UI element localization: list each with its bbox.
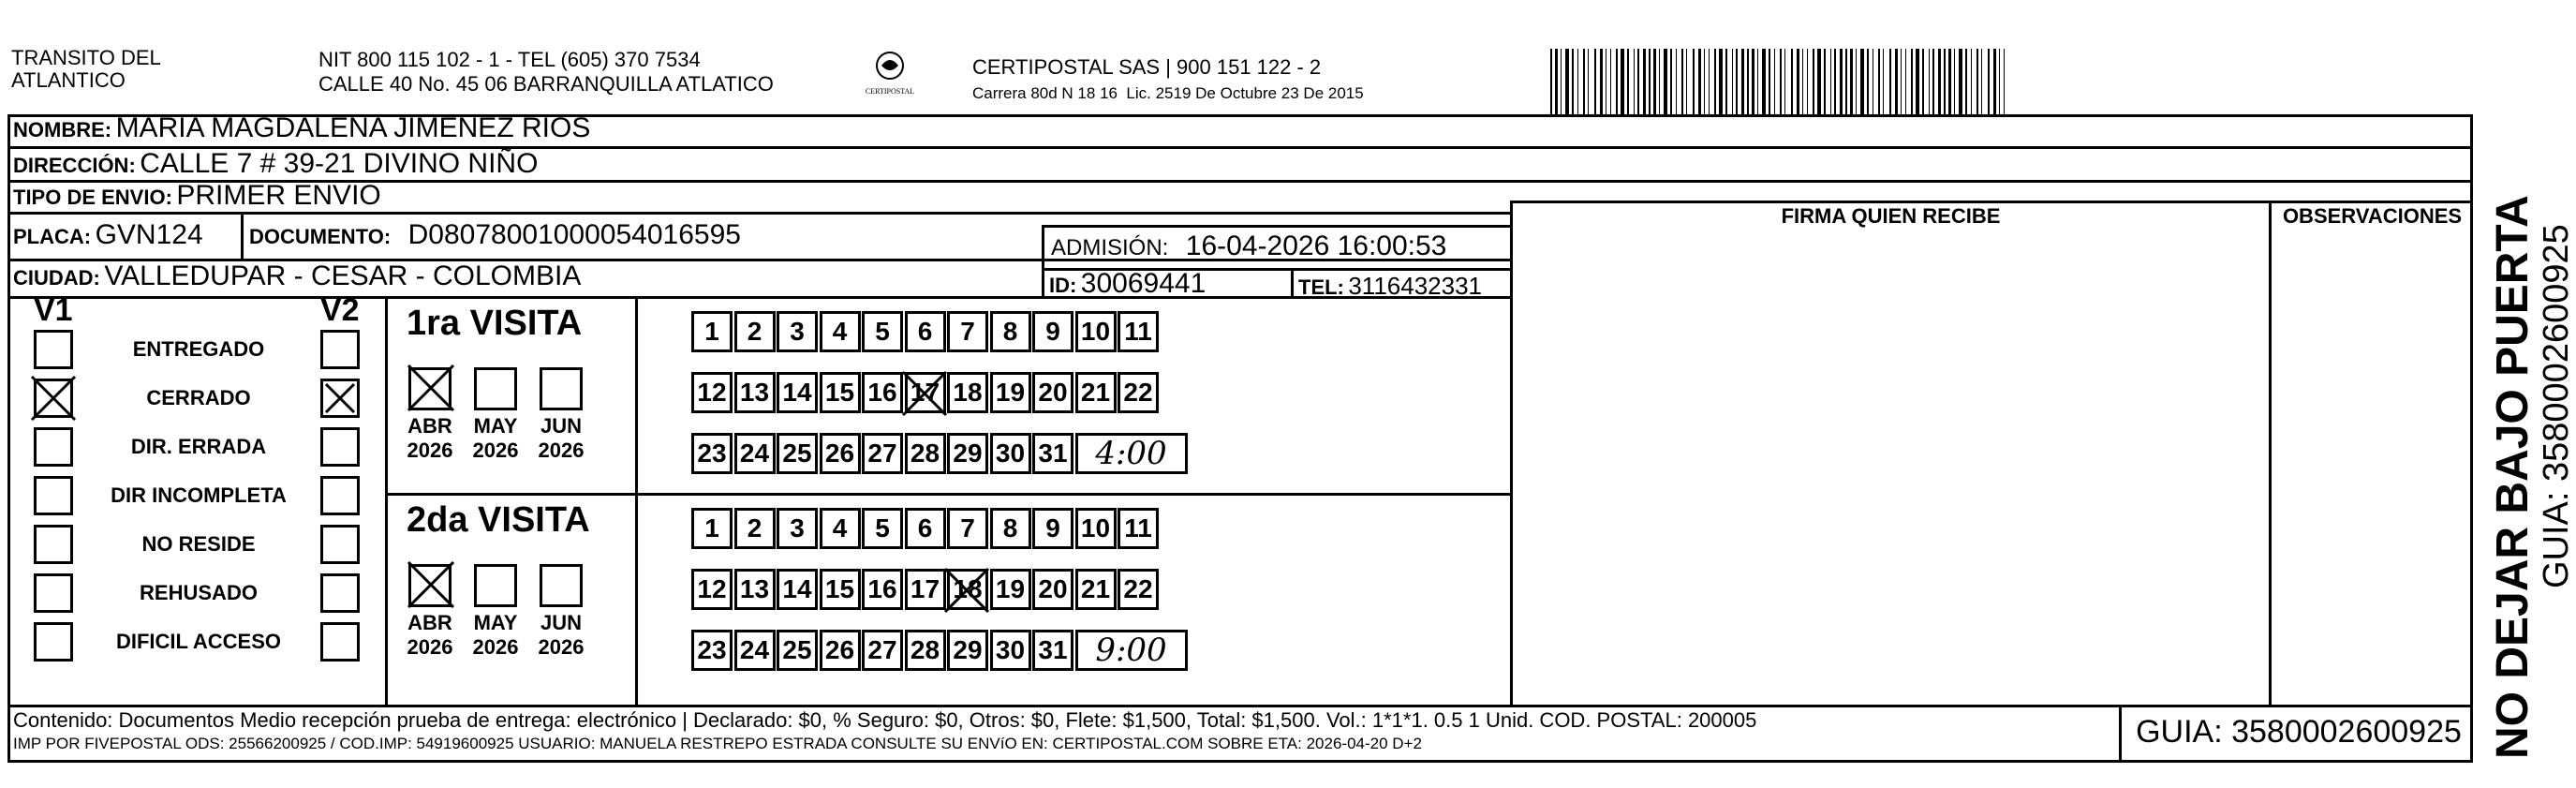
day-box[interactable]: 28 bbox=[905, 630, 946, 671]
v1-checkbox[interactable] bbox=[34, 525, 73, 564]
id-value: 30069441 bbox=[1080, 268, 1207, 299]
day-box[interactable]: 11 bbox=[1118, 508, 1159, 549]
visit-title: 1ra VISITA bbox=[407, 304, 583, 343]
day-box[interactable]: 24 bbox=[734, 433, 776, 474]
day-box[interactable]: 29 bbox=[947, 433, 988, 474]
day-box[interactable]: 26 bbox=[820, 630, 861, 671]
status-label: DIR INCOMPLETA bbox=[111, 483, 287, 507]
month-year: 2026 bbox=[407, 439, 453, 462]
recipient-address-row bbox=[13, 148, 538, 180]
recipient-address: CALLE 7 # 39-21 DIVINO NIÑO bbox=[140, 148, 539, 179]
v1-check-mark bbox=[30, 375, 77, 422]
month-label bbox=[531, 414, 591, 463]
day-box[interactable]: 19 bbox=[990, 569, 1031, 610]
id-label: ID: bbox=[1049, 274, 1077, 297]
admission-datetime: 16-04-2026 16:00:53 bbox=[1185, 230, 1447, 261]
month-checkbox[interactable] bbox=[474, 367, 517, 410]
day-box[interactable]: 31 bbox=[1032, 433, 1073, 474]
tel-row bbox=[1298, 272, 1482, 301]
v2-checkbox[interactable] bbox=[320, 573, 360, 613]
day-box[interactable]: 21 bbox=[1075, 372, 1117, 413]
day-box[interactable]: 5 bbox=[862, 508, 903, 549]
day-box[interactable]: 23 bbox=[691, 433, 733, 474]
month-checkbox[interactable] bbox=[474, 564, 517, 607]
month-name: MAY bbox=[473, 611, 518, 634]
day-box[interactable]: 6 bbox=[905, 508, 946, 549]
month-year: 2026 bbox=[407, 635, 453, 659]
observations-area[interactable] bbox=[2272, 234, 2471, 703]
day-check-mark bbox=[901, 370, 948, 417]
visit-time[interactable]: 9:00 bbox=[1075, 630, 1188, 671]
v2-checkbox[interactable] bbox=[320, 427, 360, 467]
sender-nit: NIT 800 115 102 - 1 - TEL (605) 370 7534 bbox=[318, 48, 701, 71]
month-name: MAY bbox=[473, 414, 518, 438]
day-box[interactable]: 8 bbox=[990, 311, 1031, 352]
day-box[interactable]: 20 bbox=[1032, 569, 1073, 610]
plate-label: PLACA: bbox=[13, 225, 92, 248]
status-label: CERRADO bbox=[146, 386, 251, 409]
day-box[interactable]: 31 bbox=[1032, 630, 1073, 671]
day-box[interactable]: 24 bbox=[734, 630, 776, 671]
document-row bbox=[249, 219, 741, 251]
ship-type-row bbox=[13, 180, 381, 212]
month-label bbox=[400, 414, 460, 463]
day-box[interactable]: 29 bbox=[947, 630, 988, 671]
day-box[interactable]: 14 bbox=[777, 569, 818, 610]
day-box[interactable]: 5 bbox=[862, 311, 903, 352]
day-box[interactable]: 13 bbox=[734, 372, 776, 413]
day-box[interactable]: 27 bbox=[862, 630, 903, 671]
month-label bbox=[400, 611, 460, 660]
barcode bbox=[1550, 49, 2009, 114]
v2-checkbox[interactable] bbox=[320, 330, 360, 369]
side-guia: GUIA: 3580002600925 bbox=[2537, 224, 2576, 588]
sender-name-line2: ATLANTICO bbox=[11, 68, 126, 92]
status-label: ENTREGADO bbox=[132, 337, 265, 361]
admission-label: ADMISIÓN: bbox=[1051, 235, 1169, 260]
month-label bbox=[466, 611, 526, 660]
day-box[interactable]: 13 bbox=[734, 569, 776, 610]
status-label: DIFICIL ACCESO bbox=[115, 630, 281, 653]
plate-value: GVN124 bbox=[95, 219, 203, 250]
plate-row bbox=[13, 219, 203, 251]
v2-check-mark bbox=[324, 382, 356, 414]
day-check-mark bbox=[943, 567, 990, 614]
city-value: VALLEDUPAR - CESAR - COLOMBIA bbox=[104, 260, 582, 291]
v2-checkbox[interactable] bbox=[320, 525, 360, 564]
signature-header: FIRMA QUIEN RECIBE bbox=[1781, 204, 2001, 228]
month-checkbox[interactable] bbox=[540, 367, 583, 410]
observations-header: OBSERVACIONES bbox=[2282, 204, 2463, 228]
day-box[interactable]: 11 bbox=[1118, 311, 1159, 352]
day-box[interactable]: 27 bbox=[862, 433, 903, 474]
v1-label: V1 bbox=[34, 292, 73, 328]
v1-checkbox[interactable] bbox=[34, 476, 73, 515]
day-box[interactable]: 9 bbox=[1032, 311, 1073, 352]
month-label bbox=[531, 611, 591, 660]
month-year: 2026 bbox=[472, 635, 519, 659]
status-label: DIR. ERRADA bbox=[130, 435, 267, 458]
day-box[interactable]: 1 bbox=[691, 311, 733, 352]
day-box[interactable]: 19 bbox=[990, 372, 1031, 413]
city-label: CIUDAD: bbox=[13, 266, 100, 290]
day-box[interactable]: 18 bbox=[947, 372, 988, 413]
day-box[interactable]: 1 bbox=[691, 508, 733, 549]
day-box[interactable]: 6 bbox=[905, 311, 946, 352]
v2-label: V2 bbox=[320, 292, 360, 328]
recipient-address-label: DIRECCIÓN: bbox=[13, 154, 136, 177]
v2-checkbox[interactable] bbox=[320, 622, 360, 662]
v1-checkbox[interactable] bbox=[34, 427, 73, 467]
document-number: D08078001000054016595 bbox=[407, 219, 741, 250]
day-box[interactable]: 2 bbox=[734, 508, 776, 549]
month-name: ABR bbox=[407, 414, 452, 438]
company-license: Carrera 80d N 18 16 Lic. 2519 De Octubre 23 De 2015 bbox=[972, 84, 1364, 102]
day-box[interactable]: 12 bbox=[691, 569, 733, 610]
day-box[interactable]: 30 bbox=[990, 630, 1031, 671]
v1-checkbox[interactable] bbox=[34, 573, 73, 613]
signature-area[interactable] bbox=[1513, 234, 2267, 703]
visit-time[interactable]: 4:00 bbox=[1075, 433, 1188, 474]
tel-label: TEL: bbox=[1298, 275, 1344, 299]
visit-title: 2da VISITA bbox=[407, 500, 590, 540]
month-check-mark bbox=[407, 560, 455, 609]
v2-checkbox[interactable] bbox=[320, 476, 360, 515]
day-box[interactable]: 4 bbox=[820, 311, 861, 352]
day-box[interactable]: 8 bbox=[990, 508, 1031, 549]
sender-address: CALLE 40 No. 45 06 BARRANQUILLA ATLATICO bbox=[318, 72, 774, 96]
recipient-name: MARIA MAGDALENA JIMENEZ RIOS bbox=[115, 112, 591, 143]
month-checkbox[interactable] bbox=[540, 564, 583, 607]
day-box[interactable]: 22 bbox=[1118, 569, 1159, 610]
month-year: 2026 bbox=[538, 439, 585, 462]
day-box[interactable]: 12 bbox=[691, 372, 733, 413]
day-box[interactable]: 26 bbox=[820, 433, 861, 474]
day-box[interactable]: 3 bbox=[777, 508, 818, 549]
day-box[interactable]: 15 bbox=[820, 569, 861, 610]
day-box[interactable]: 16 bbox=[862, 372, 903, 413]
day-box[interactable]: 25 bbox=[777, 433, 818, 474]
document-label: DOCUMENTO: bbox=[249, 225, 392, 248]
month-label bbox=[466, 414, 526, 463]
month-name: JUN bbox=[540, 414, 582, 438]
day-box[interactable]: 10 bbox=[1075, 508, 1117, 549]
day-box[interactable]: 30 bbox=[990, 433, 1031, 474]
v1-checkbox[interactable] bbox=[34, 622, 73, 662]
day-box[interactable]: 4 bbox=[820, 508, 861, 549]
id-row bbox=[1049, 268, 1206, 300]
city-row bbox=[13, 260, 581, 292]
day-box[interactable]: 25 bbox=[777, 630, 818, 671]
footer-guia: GUIA: 3580002600925 bbox=[2136, 714, 2462, 750]
v1-checkbox[interactable] bbox=[34, 330, 73, 369]
month-name: ABR bbox=[407, 611, 452, 634]
content-details: Contenido: Documentos Medio recepción prueba de entrega: electrónico | Declarado: $0, % Seguro: $0, Otros: $0, Flete: $1,500, Total: $1,500. Vol.: 1*1*1. 0.5 1 Unid. COD. POSTAL: 200005 bbox=[13, 708, 1757, 732]
print-info: IMP POR FIVEPOSTAL ODS: 25566200925 / COD.IMP: 54919600925 USUARIO: MANUELA RESTREPO ESTRADA CONSULTE SU ENVíO EN: CERTIPOSTAL.COM SOBRE ETA: 2026-04-20 D+2 bbox=[13, 735, 1422, 752]
day-box[interactable]: 17 bbox=[905, 569, 946, 610]
day-box[interactable]: 18 bbox=[947, 569, 988, 610]
month-year: 2026 bbox=[472, 439, 519, 462]
ship-type-label: TIPO DE ENVIO: bbox=[13, 186, 172, 209]
day-box[interactable]: 17 bbox=[905, 372, 946, 413]
recipient-name-row bbox=[13, 112, 590, 144]
day-box[interactable]: 23 bbox=[691, 630, 733, 671]
day-box[interactable]: 20 bbox=[1032, 372, 1073, 413]
day-box[interactable]: 22 bbox=[1118, 372, 1159, 413]
certipostal-logo bbox=[866, 49, 913, 97]
day-box[interactable]: 16 bbox=[862, 569, 903, 610]
day-box[interactable]: 2 bbox=[734, 311, 776, 352]
side-warning: NO DEJAR BAJO PUERTA bbox=[2488, 195, 2538, 759]
ship-type: PRIMER ENVIO bbox=[176, 180, 381, 211]
logo-text: CERTIPOSTAL bbox=[865, 87, 915, 96]
sender-name-line1: TRANSITO DEL bbox=[11, 46, 161, 69]
month-name: JUN bbox=[540, 611, 582, 634]
recipient-name-label: NOMBRE: bbox=[13, 118, 112, 141]
company-name: CERTIPOSTAL SAS | 900 151 122 - 2 bbox=[972, 55, 1322, 79]
day-box[interactable]: 14 bbox=[777, 372, 818, 413]
status-label: REHUSADO bbox=[140, 581, 258, 604]
day-box[interactable]: 10 bbox=[1075, 311, 1117, 352]
day-box[interactable]: 7 bbox=[947, 508, 988, 549]
day-box[interactable]: 7 bbox=[947, 311, 988, 352]
day-box[interactable]: 28 bbox=[905, 433, 946, 474]
admission-row bbox=[1051, 230, 1446, 262]
month-year: 2026 bbox=[538, 635, 585, 659]
day-box[interactable]: 21 bbox=[1075, 569, 1117, 610]
status-label: NO RESIDE bbox=[141, 532, 256, 556]
day-box[interactable]: 15 bbox=[820, 372, 861, 413]
day-box[interactable]: 9 bbox=[1032, 508, 1073, 549]
day-box[interactable]: 3 bbox=[777, 311, 818, 352]
tel-value: 3116432331 bbox=[1348, 272, 1483, 300]
month-check-mark bbox=[407, 364, 455, 412]
